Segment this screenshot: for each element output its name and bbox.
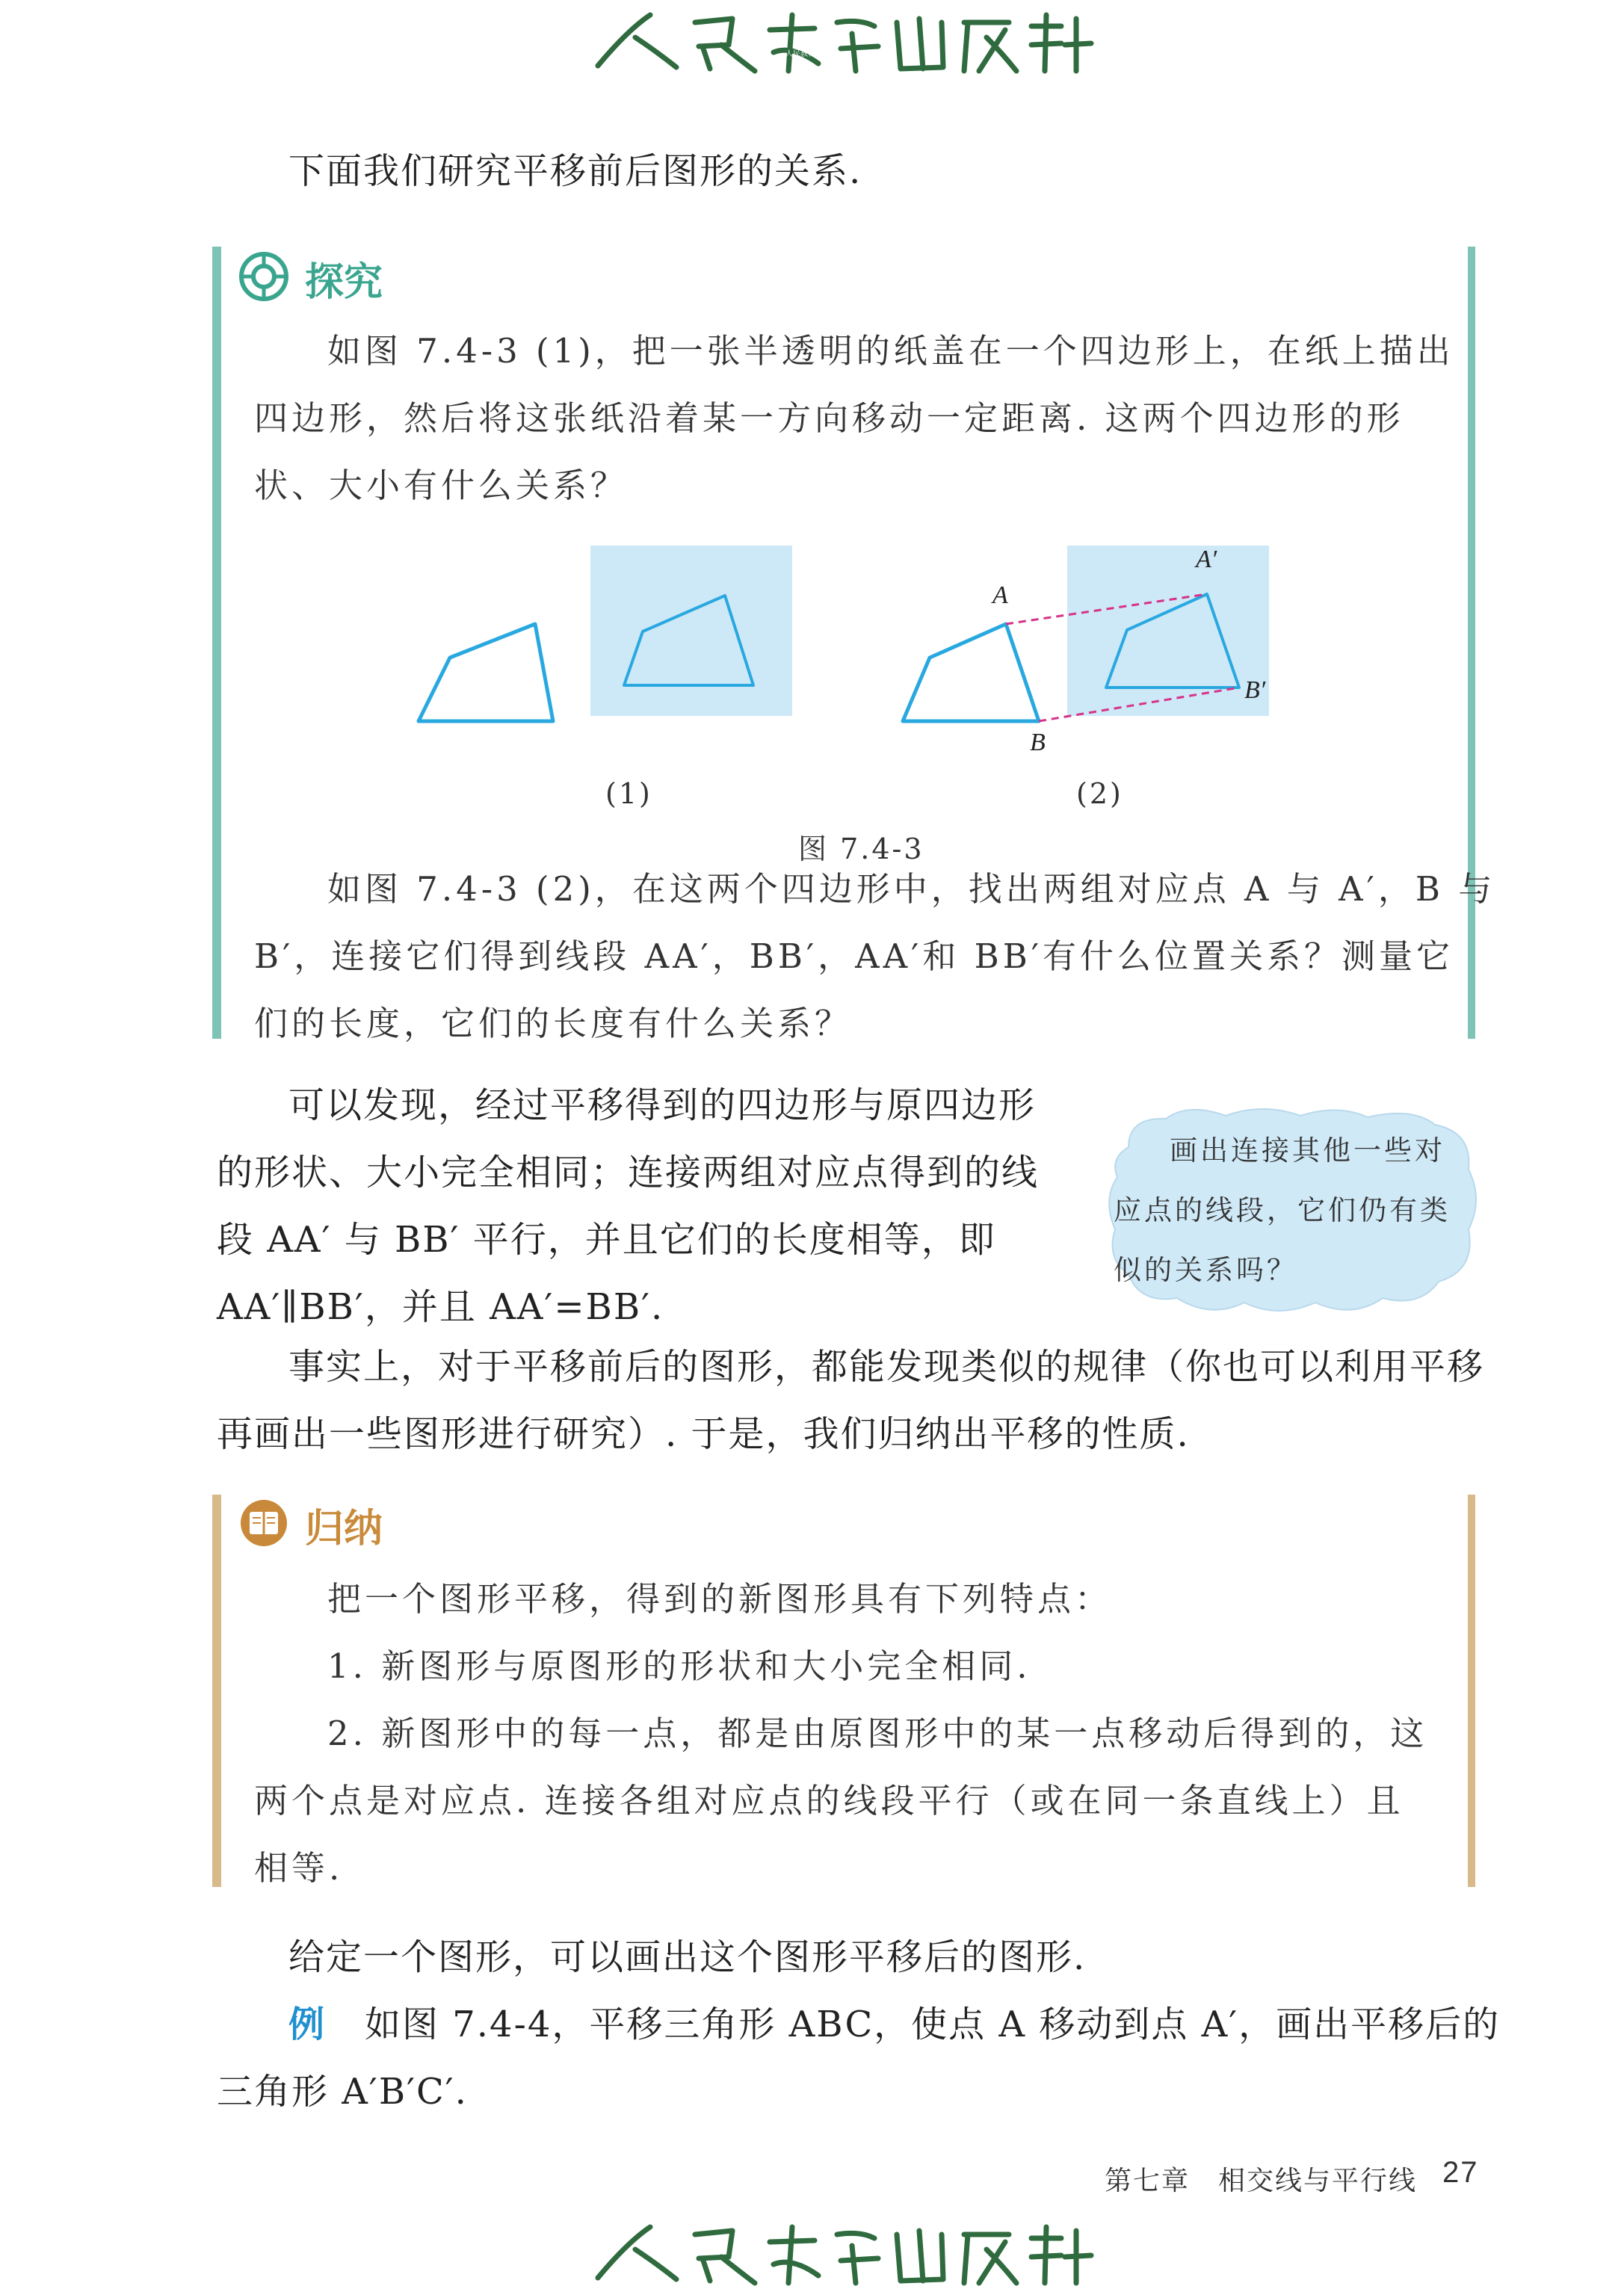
label-B-prime: B′: [1244, 676, 1266, 704]
intro-text: 下面我们研究平移前后图形的关系.: [288, 150, 862, 192]
example-text-line2: 三角形 A′B′C′.: [217, 2071, 468, 2113]
quad-original-1: [419, 624, 553, 721]
summary-line5: 相等.: [254, 1848, 344, 1888]
discovery-line1: 可以发现，经过平移得到的四边形与原四边形: [288, 1084, 1037, 1126]
figure-7-4-3: [404, 534, 1285, 766]
bubble-line1: 画出连接其他一些对: [1170, 1134, 1445, 1167]
publisher-logo: [0, 0, 1624, 82]
summary-left-bar: [212, 1495, 221, 1887]
summary-line2: 1. 新图形与原图形的形状和大小完全相同.: [327, 1646, 1031, 1686]
summary-title: 归纳: [305, 1507, 383, 1551]
explore-icon: [238, 250, 290, 303]
chapter-title: 第七章 相交线与平行线: [1105, 2166, 1418, 2196]
summary-right-bar: [1468, 1495, 1475, 1887]
quad-original-2: [903, 624, 1039, 721]
bubble-line2: 应点的线段，它们仍有类: [1114, 1194, 1451, 1226]
explore-p1-line3: 状、大小有什么关系？: [254, 466, 629, 505]
summary-line3: 2. 新图形中的每一点，都是由原图形中的某一点移动后得到的，这: [327, 1714, 1428, 1753]
label-A: A: [992, 581, 1008, 609]
explore-left-bar: [212, 247, 221, 1039]
summary-line1: 把一个图形平移，得到的新图形具有下列特点：: [327, 1579, 1113, 1619]
explore-p2-line3: 们的长度，它们的长度有什么关系？: [254, 1004, 853, 1043]
given-text: 给定一个图形，可以画出这个图形平移后的图形.: [288, 1936, 1087, 1978]
discovery-line2: 的形状、大小完全相同；连接两组对应点得到的线: [217, 1152, 1040, 1193]
book-icon: [238, 1497, 290, 1549]
discovery-line3: 段 AA′ 与 BB′ 平行，并且它们的长度相等，即: [217, 1219, 996, 1261]
publisher-logo-text: 人民教育出版社: [785, 50, 838, 58]
label-B: B: [1030, 729, 1046, 756]
subfigure-2-label: (2): [1076, 777, 1123, 810]
explore-p2-line1: 如图 7.4-3 (2)，在这两个四边形中，找出两组对应点 A 与 A′，B 与: [327, 869, 1496, 909]
example-text-line1: 如图 7.4-4，平移三角形 ABC，使点 A 移动到点 A′，画出平移后的: [365, 2004, 1501, 2045]
fact-line2: 再画出一些图形进行研究）. 于是，我们归纳出平移的性质.: [217, 1413, 1190, 1455]
bubble-line3: 似的关系吗？: [1114, 1254, 1297, 1286]
example-label: 例: [288, 2004, 327, 2045]
explore-p1-line1: 如图 7.4-3 (1)，把一张半透明的纸盖在一个四边形上，在纸上描出: [327, 331, 1454, 371]
subfigure-1-label: (1): [605, 777, 652, 810]
explore-p1-line2: 四边形，然后将这张纸沿着某一方向移动一定距离. 这两个四边形的形: [254, 398, 1404, 438]
explore-p2-line2: B′，连接它们得到线段 AA′，BB′，AA′和 BB′有什么位置关系？测量它: [254, 936, 1454, 976]
explore-title: 探究: [305, 260, 383, 305]
figure-caption: 图 7.4-3: [798, 833, 924, 865]
discovery-line4: AA′∥BB′，并且 AA′=BB′.: [217, 1286, 664, 1328]
fact-line1: 事实上，对于平移前后的图形，都能发现类似的规律（你也可以利用平移: [288, 1346, 1485, 1388]
publisher-logo-footer: [0, 2212, 1624, 2294]
summary-line4: 两个点是对应点. 连接各组对应点的线段平行（或在同一条直线上）且: [254, 1781, 1404, 1820]
paper-2: [1067, 546, 1269, 716]
label-A-prime: A′: [1196, 546, 1217, 573]
paper-1: [590, 546, 792, 716]
page-number: 27: [1442, 2156, 1479, 2189]
